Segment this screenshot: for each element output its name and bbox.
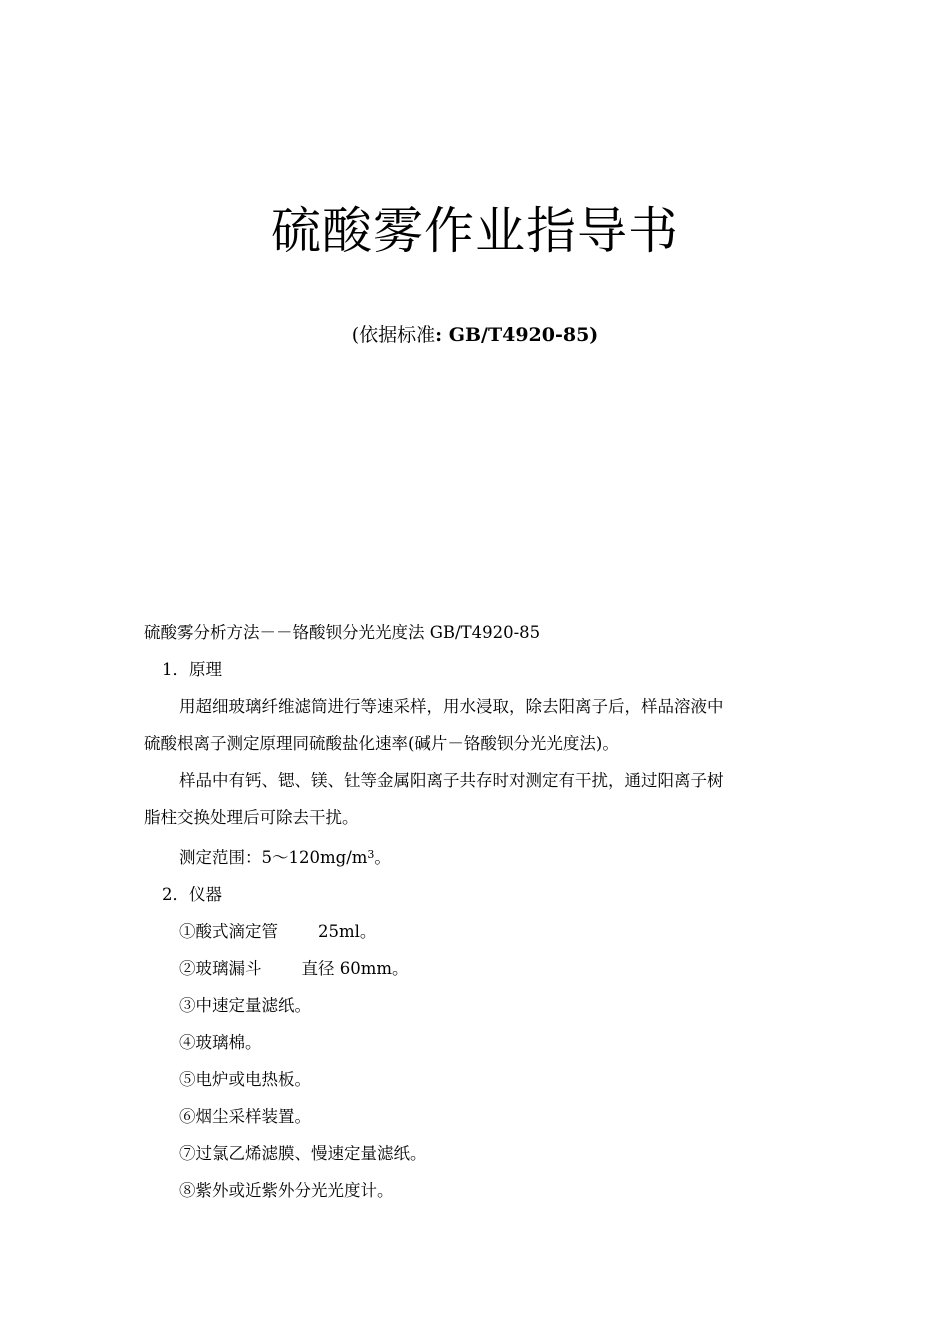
principle-paragraph-2-line-2: 脂柱交换处理后可除去干扰。 [144, 808, 359, 827]
instrument-item: ⑧紫外或近紫外分光光度计。 [179, 1181, 394, 1200]
instrument-name: ①酸式滴定管 [179, 922, 278, 941]
instrument-item: ④玻璃棉。 [179, 1033, 262, 1052]
measurement-range [144, 836, 812, 876]
method-heading: 硫酸雾分析方法－－铬酸钡分光光度法 GB/T4920-85 [144, 623, 541, 642]
instrument-item: ⑥烟尘采样装置。 [179, 1107, 311, 1126]
section-title-instruments: 2．仪器 [162, 885, 222, 904]
standard-reference [0, 320, 950, 350]
instrument-spec: 25ml。 [318, 922, 377, 941]
section-title-principle: 1．原理 [162, 660, 222, 679]
principle-paragraph-1-line-1: 用超细玻璃纤维滤筒进行等速采样，用水浸取，除去阳离子后，样品溶液中 [179, 697, 724, 716]
instrument-item [144, 913, 812, 950]
instrument-item: ⑤电炉或电热板。 [179, 1070, 311, 1089]
document-body [144, 614, 812, 1209]
instrument-item: ③中速定量滤纸。 [179, 996, 311, 1015]
instrument-item: ⑦过氯乙烯滤膜、慢速定量滤纸。 [179, 1144, 427, 1163]
measurement-range-text: 测定范围：5～120mg/m [179, 848, 368, 867]
principle-paragraph-1-line-2: 硫酸根离子测定原理同硫酸盐化速率(碱片－铬酸钡分光光度法)。 [144, 734, 619, 753]
instrument-name: ②玻璃漏斗 [179, 959, 262, 978]
page-title: 硫酸雾作业指导书 [271, 202, 679, 260]
measurement-range-superscript: 3 [367, 848, 375, 861]
principle-paragraph-2-line-1: 样品中有钙、锶、镁、钍等金属阳离子共存时对测定有干扰，通过阳离子树 [179, 771, 724, 790]
standard-code: : GB/T4920-85) [435, 324, 599, 346]
instrument-item [144, 950, 812, 987]
standard-prefix: (依据标准 [351, 324, 436, 346]
instrument-spec: 直径 60mm。 [301, 959, 409, 978]
measurement-range-end: 。 [374, 848, 391, 867]
